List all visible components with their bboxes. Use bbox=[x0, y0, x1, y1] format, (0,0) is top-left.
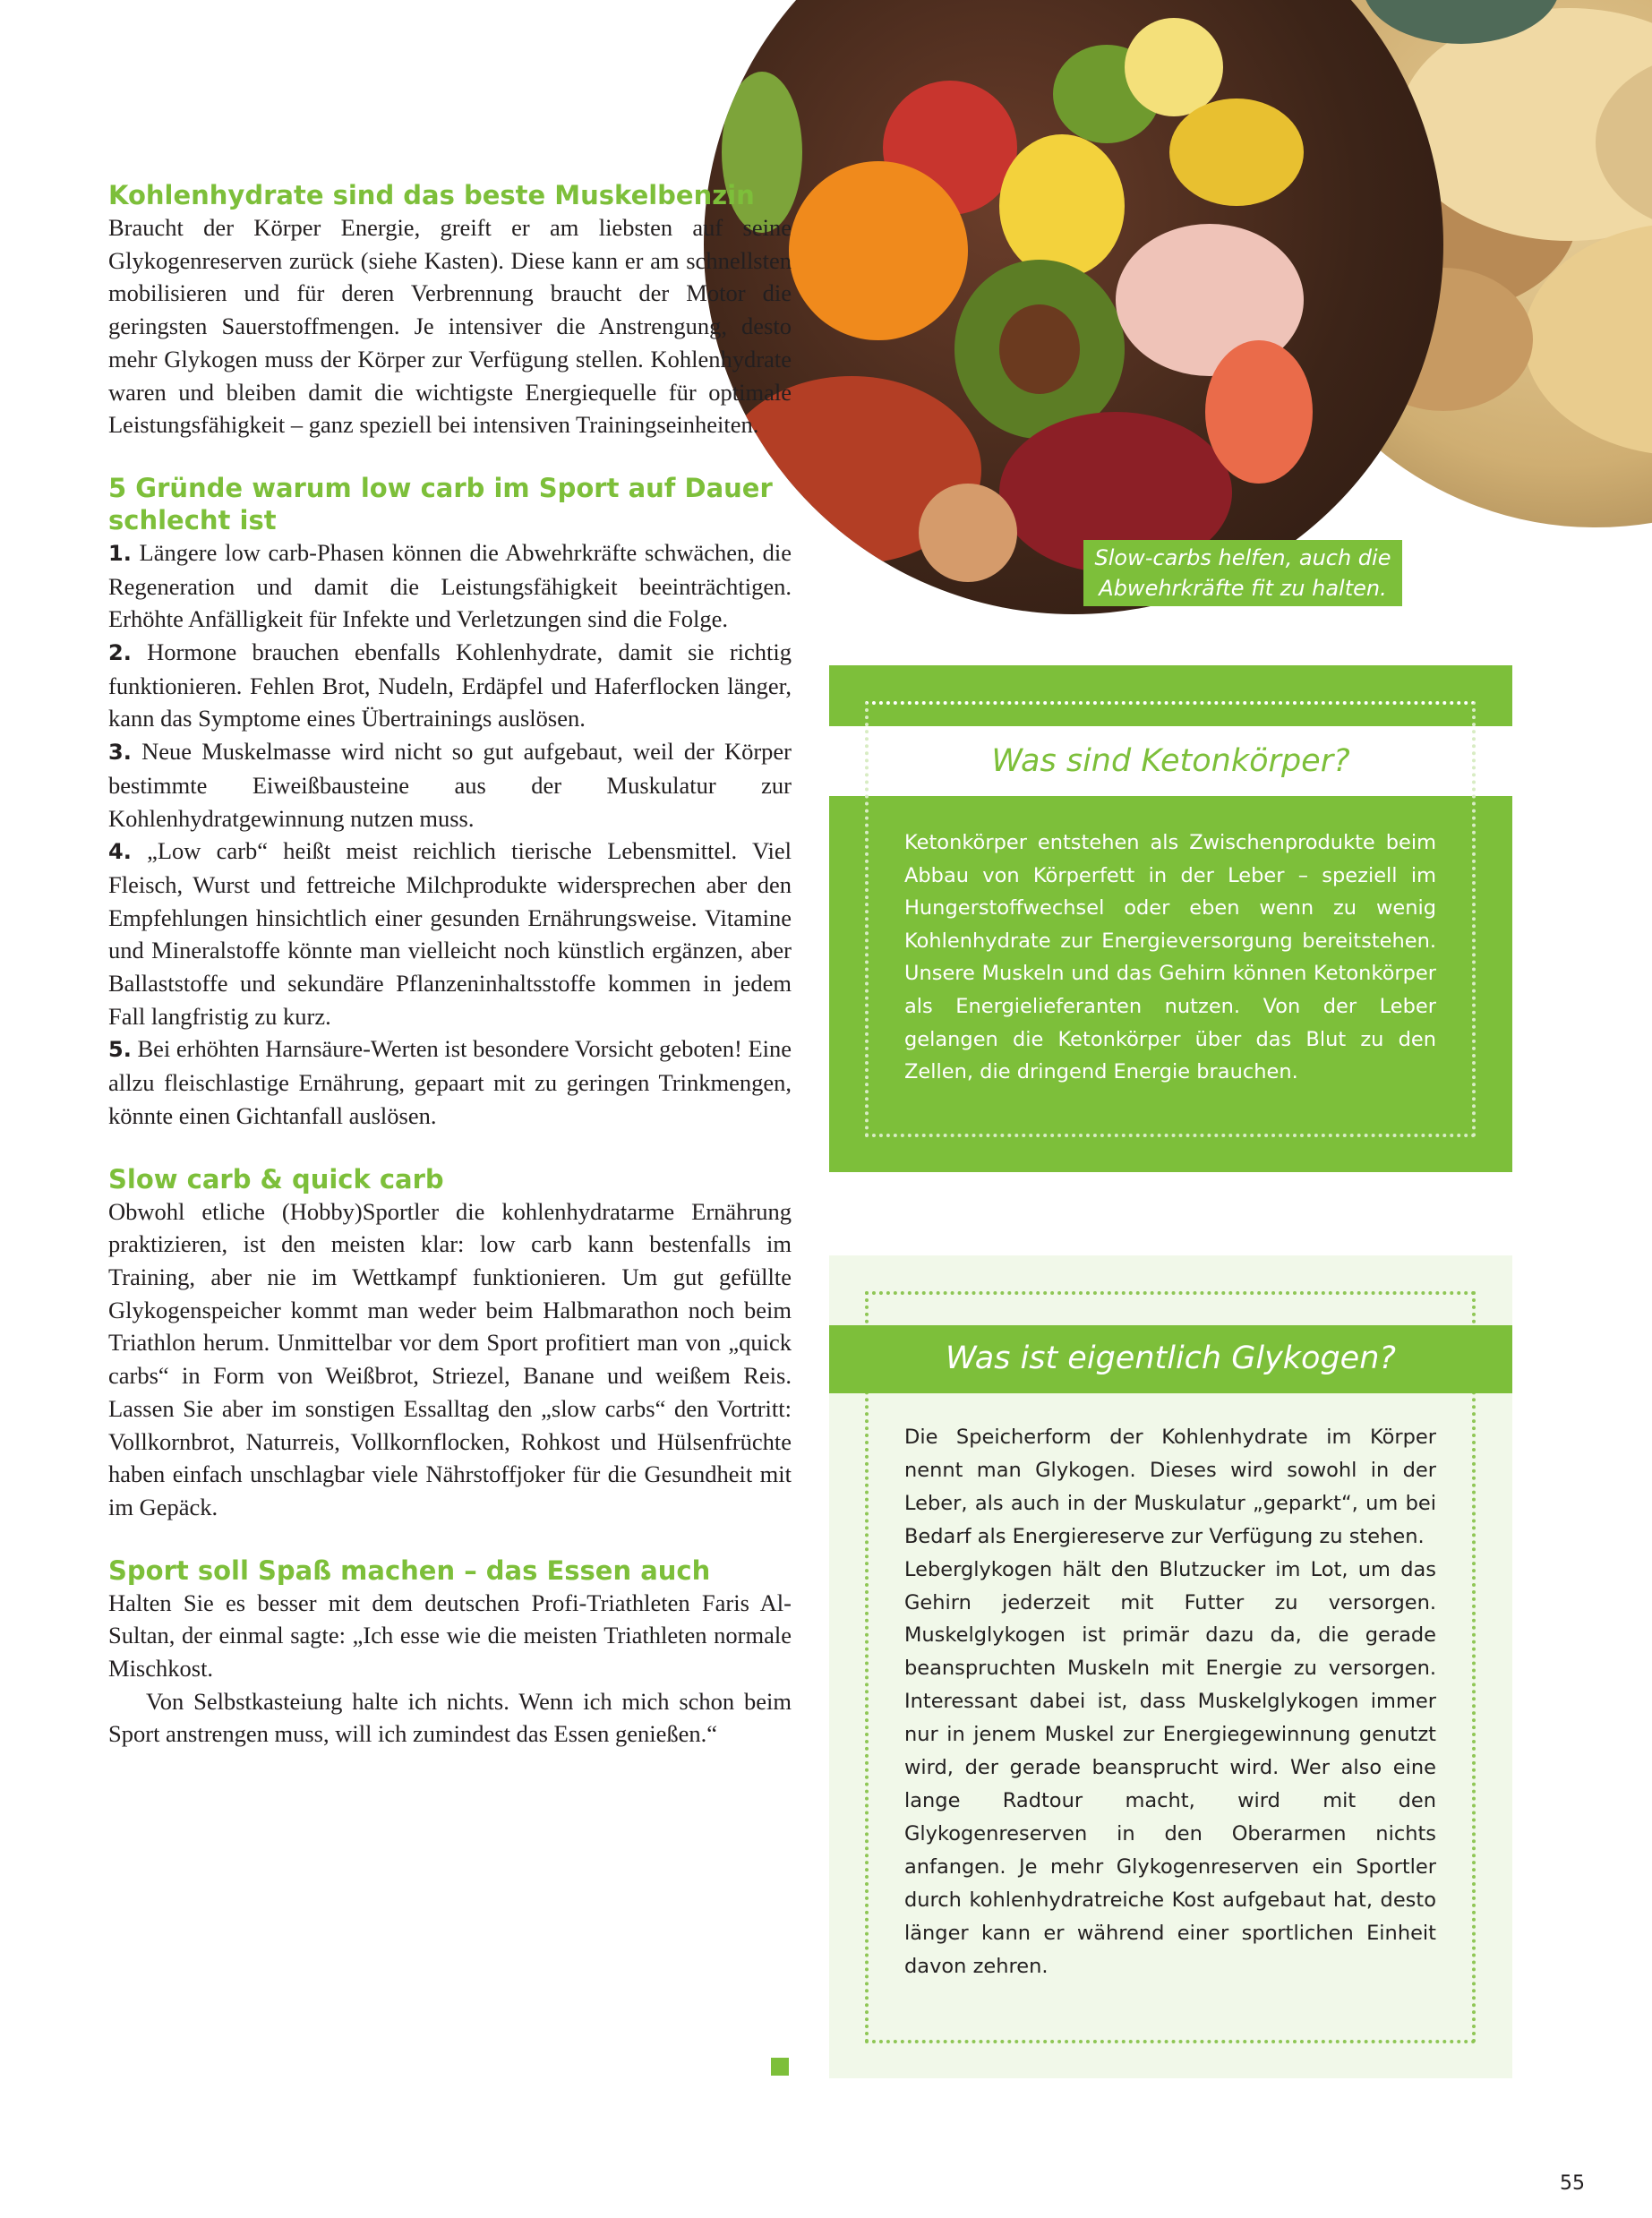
reason-number: 2. bbox=[108, 640, 132, 666]
caption-line-1: Slow-carbs helfen, auch die bbox=[1094, 545, 1391, 570]
page-number: 55 bbox=[1560, 2172, 1585, 2195]
section-text-sport-spass-1: Halten Sie es besser mit dem deutschen Profi-Triathleten Faris Al-Sultan, der einmal sagte: „Ich esse wie die meisten Triathleten normale Mischkost. bbox=[108, 1589, 792, 1683]
reason-item-5 bbox=[108, 1032, 792, 1132]
section-text-sport-spass-2: Von Selbstkasteiung halte ich nichts. Wenn ich mich schon beim Sport anstrengen muss, will ich zumindest das Essen genießen.“ bbox=[108, 1687, 792, 1748]
section-heading-muskelbenzin: Kohlenhydrate sind das beste Muskelbenzin bbox=[108, 180, 755, 210]
reason-text: Längere low carb-Phasen können die Abwehrkräfte schwächen, die Regeneration und damit die Leistungsfähigkeit beeinträchtigen. Erhöhte Anfälligkeit für Infekte und Verletzungen sind die Folge. bbox=[108, 538, 792, 633]
reason-item-3 bbox=[108, 735, 792, 835]
reason-item-2 bbox=[108, 636, 792, 735]
box-paragraph-1: Die Speicherform der Kohlenhydrate im Körper nennt man Glykogen. Dieses wird sowohl in der Leber, als auch in der Muskulatur „geparkt“, um bei Bedarf als Energiereserve zur Verfügung zu stehen. bbox=[904, 1426, 1436, 1548]
reason-number: 4. bbox=[108, 839, 132, 865]
article-column bbox=[108, 179, 792, 1751]
article-end-mark bbox=[771, 2058, 789, 2076]
ketonkoerper-box bbox=[829, 665, 1512, 1172]
reason-number: 5. bbox=[108, 1037, 132, 1063]
reason-text: Neue Muskelmasse wird nicht so gut aufgebaut, weil der Körper bestimmte Eiweißbausteine aus der Muskulatur zur Kohlenhydratgewinnung nutzen muss. bbox=[108, 738, 792, 832]
section-text-slow-quick-carb: Obwohl etliche (Hobby)Sportler die kohlenhydratarme Ernährung praktizieren, ist den meisten klar: low carb kann bestenfalls im Training, aber nie im Wettkampf funktionieren. Um gut gefüllte Glykogenspeicher kommt man weder beim Halbmarathon noch beim Triathlon herum. Unmittelbar vor dem Sport profitiert man von „quick carbs“ in Form von Weißbrot, Striezel, Banane und weißem Reis. Lassen Sie aber im sonstigen Essalltag den „slow carbs“ den Vortritt: Vollkornbrot, Naturreis, Vollkornflocken, Rohkost und Hülsenfrüchte haben einfach unschlagbar viele Nährstoffjoker für die Gesundheit mit im Gepäck. bbox=[108, 1197, 792, 1520]
reason-number: 3. bbox=[108, 740, 132, 766]
caption-line-2: Abwehrkräfte fit zu halten. bbox=[1099, 576, 1387, 601]
photo-caption bbox=[1083, 540, 1402, 606]
section-text-muskelbenzin: Braucht der Körper Energie, greift er am liebsten auf seine Glykogenreserven zurück (siehe Kasten). Diese kann er am schnellsten mobilisieren und für deren Verbrennung braucht der Motor die geringsten Sauerstoffmengen. Je intensiver die Anstrengung, desto mehr Glykogen muss der Körper zur Verfügung stellen. Kohlenhydrate waren und bleiben damit die wichtigste Energiequelle für optimale Leistungsfähigkeit – ganz speziell bei intensiven Trainingseinheiten. bbox=[108, 214, 792, 439]
reason-text: „Low carb“ heißt meist reichlich tierische Lebensmittel. Viel Fleisch, Wurst und fettreiche Milchprodukte widersprechen aber den Empfehlungen hinsichtlich einer gesunden Ernährungsweise. Vitamine und Mineralstoffe könnte man vielleicht noch künstlich ergänzen, aber Ballaststoffe und sekundäre Pflanzeninhaltsstoffe kommen in jedem Fall langfristig zu kurz. bbox=[108, 837, 792, 1030]
section-heading-sport-spass: Sport soll Spaß machen – das Essen auch bbox=[108, 1554, 711, 1586]
section-heading-slow-quick-carb: Slow carb & quick carb bbox=[108, 1163, 444, 1195]
box-title: Was ist eigentlich Glykogen? bbox=[946, 1340, 1396, 1376]
reason-text: Hormone brauchen ebenfalls Kohlenhydrate, damit sie richtig funktionieren. Fehlen Brot, Nudeln, Erdäpfel und Haferflocken länger, kann das Symptome eines Übertrainings auslösen. bbox=[108, 638, 792, 732]
reason-number: 1. bbox=[108, 540, 132, 566]
box-text bbox=[904, 1421, 1436, 1982]
reason-item-4 bbox=[108, 835, 792, 1032]
glykogen-box bbox=[829, 1255, 1512, 2078]
reason-text: Bei erhöhten Harnsäure-Werten ist besondere Vorsicht geboten! Eine allzu fleischlastige Ernährung, gepaart mit zu geringen Trinkmengen, könnte einen Gichtanfall auslösen. bbox=[108, 1035, 792, 1129]
food-photo bbox=[704, 0, 1443, 614]
reason-item-1 bbox=[108, 536, 792, 636]
box-title: Was sind Ketonkörper? bbox=[991, 743, 1350, 779]
box-paragraph-2: Leberglykogen hält den Blutzucker im Lot, um das Gehirn jederzeit mit Futter zu versorgen. Muskelglykogen ist primär dazu da, die gerade beanspruchten Muskeln mit Energie zu versorgen. Interessant dabei ist, dass Muskelglykogen immer nur in jenem Muskel zur Energiegewinnung genutzt wird, der gerade beansprucht wird. Wer also eine lange Radtour macht, wird mit den Glykogenreserven in den Oberarmen nichts anfangen. Je mehr Glykogenreserven ein Sportler durch kohlenhydratreiche Kost aufgebaut hat, desto länger kann er während einer sportlichen Einheit davon zehren. bbox=[904, 1557, 1436, 1978]
box-text: Ketonkörper entstehen als Zwischenprodukte beim Abbau von Körperfett in der Leber – speziell im Hungerstoffwechsel oder eben wenn zu wenig Kohlenhydrate zur Energieversorgung bereitstehen. Unsere Muskeln und das Gehirn können Ketonkörper als Energielieferanten nutzen. Von der Leber gelangen die Ketonkörper über das Blut zu den Zellen, die dringend Energie brauchen. bbox=[904, 831, 1436, 1084]
section-heading-low-carb-reasons: 5 Gründe warum low carb im Sport auf Dauer schlecht ist bbox=[108, 472, 773, 535]
